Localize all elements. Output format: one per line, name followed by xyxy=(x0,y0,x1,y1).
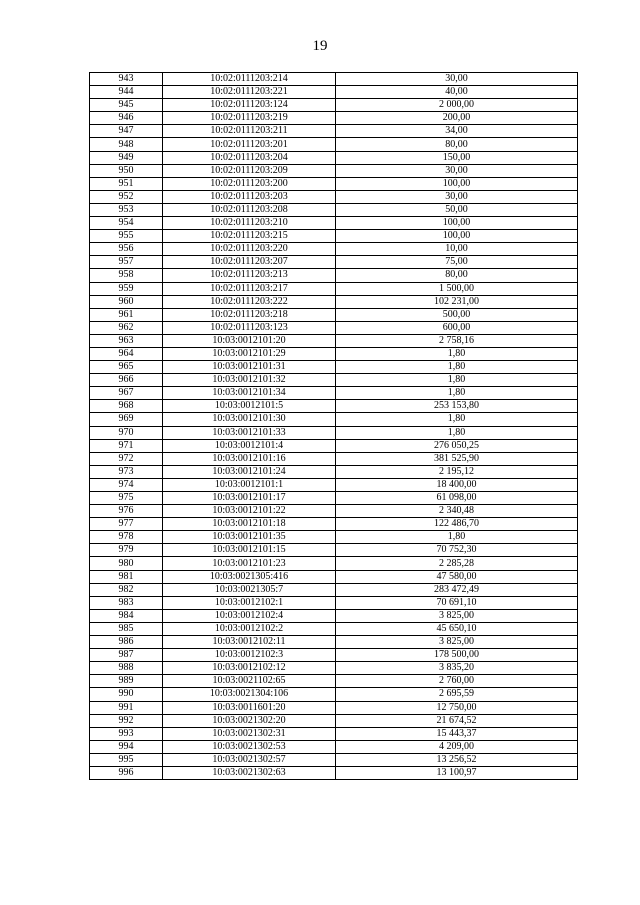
cadastral-number-cell: 10:03:0012102:1 xyxy=(163,596,336,609)
value-cell: 15 443,37 xyxy=(336,727,578,740)
table-row xyxy=(90,334,578,347)
value-cell: 1,80 xyxy=(336,374,578,387)
row-number-cell: 948 xyxy=(90,138,163,151)
table-row xyxy=(90,465,578,478)
row-number-cell: 986 xyxy=(90,636,163,649)
row-number-cell: 951 xyxy=(90,177,163,190)
table-row xyxy=(90,675,578,688)
value-cell: 2 758,16 xyxy=(336,334,578,347)
row-number-cell: 979 xyxy=(90,544,163,557)
cadastral-number-cell: 10:03:0021102:65 xyxy=(163,675,336,688)
table-row xyxy=(90,73,578,86)
value-cell: 283 472,49 xyxy=(336,583,578,596)
cadastral-number-cell: 10:03:0012101:22 xyxy=(163,505,336,518)
row-number-cell: 947 xyxy=(90,125,163,138)
row-number-cell: 971 xyxy=(90,439,163,452)
row-number-cell: 989 xyxy=(90,675,163,688)
value-cell: 3 835,20 xyxy=(336,662,578,675)
value-cell: 18 400,00 xyxy=(336,478,578,491)
cadastral-number-cell: 10:03:0012101:17 xyxy=(163,492,336,505)
table-row xyxy=(90,282,578,295)
cadastral-number-cell: 10:03:0012101:29 xyxy=(163,347,336,360)
row-number-cell: 955 xyxy=(90,230,163,243)
row-number-cell: 962 xyxy=(90,321,163,334)
row-number-cell: 996 xyxy=(90,766,163,779)
value-cell: 2 760,00 xyxy=(336,675,578,688)
cadastral-number-cell: 10:03:0012102:3 xyxy=(163,649,336,662)
table-row xyxy=(90,138,578,151)
cadastral-number-cell: 10:02:0111203:211 xyxy=(163,125,336,138)
value-cell: 50,00 xyxy=(336,203,578,216)
table-row xyxy=(90,727,578,740)
value-cell: 70 691,10 xyxy=(336,596,578,609)
cadastral-number-cell: 10:02:0111203:218 xyxy=(163,308,336,321)
table-row xyxy=(90,426,578,439)
table-row xyxy=(90,505,578,518)
table-row xyxy=(90,321,578,334)
cadastral-number-cell: 10:02:0111203:207 xyxy=(163,256,336,269)
value-cell: 200,00 xyxy=(336,112,578,125)
cadastral-number-cell: 10:03:0012101:24 xyxy=(163,465,336,478)
value-cell: 1 500,00 xyxy=(336,282,578,295)
row-number-cell: 995 xyxy=(90,753,163,766)
cadastral-number-cell: 10:03:0012101:15 xyxy=(163,544,336,557)
value-cell: 1,80 xyxy=(336,347,578,360)
cadastral-number-cell: 10:02:0111203:220 xyxy=(163,243,336,256)
row-number-cell: 993 xyxy=(90,727,163,740)
table-row xyxy=(90,203,578,216)
table-row xyxy=(90,112,578,125)
cadastral-number-cell: 10:02:0111203:215 xyxy=(163,230,336,243)
table-row xyxy=(90,544,578,557)
value-cell: 1,80 xyxy=(336,413,578,426)
cadastral-number-cell: 10:03:0021302:63 xyxy=(163,766,336,779)
value-cell: 70 752,30 xyxy=(336,544,578,557)
row-number-cell: 981 xyxy=(90,570,163,583)
value-cell: 2 000,00 xyxy=(336,99,578,112)
table-row xyxy=(90,230,578,243)
value-cell: 253 153,80 xyxy=(336,400,578,413)
cadastral-number-cell: 10:03:0021302:31 xyxy=(163,727,336,740)
value-cell: 2 695,59 xyxy=(336,688,578,701)
cadastral-number-cell: 10:03:0012101:31 xyxy=(163,361,336,374)
cadastral-number-cell: 10:02:0111203:123 xyxy=(163,321,336,334)
cadastral-number-cell: 10:03:0012101:32 xyxy=(163,374,336,387)
row-number-cell: 964 xyxy=(90,347,163,360)
table-row xyxy=(90,688,578,701)
cadastral-value-table xyxy=(89,72,578,780)
value-cell: 500,00 xyxy=(336,308,578,321)
cadastral-number-cell: 10:03:0021305:416 xyxy=(163,570,336,583)
cadastral-number-cell: 10:02:0111203:203 xyxy=(163,190,336,203)
value-cell: 30,00 xyxy=(336,190,578,203)
table-row xyxy=(90,753,578,766)
table-row xyxy=(90,531,578,544)
cadastral-number-cell: 10:03:0012102:4 xyxy=(163,609,336,622)
table-row xyxy=(90,596,578,609)
cadastral-number-cell: 10:02:0111203:214 xyxy=(163,73,336,86)
value-cell: 12 750,00 xyxy=(336,701,578,714)
value-cell: 2 285,28 xyxy=(336,557,578,570)
value-cell: 1,80 xyxy=(336,387,578,400)
value-cell: 30,00 xyxy=(336,73,578,86)
cadastral-number-cell: 10:02:0111203:200 xyxy=(163,177,336,190)
table-row xyxy=(90,269,578,282)
row-number-cell: 950 xyxy=(90,164,163,177)
table-row xyxy=(90,374,578,387)
table-row xyxy=(90,125,578,138)
value-cell: 1,80 xyxy=(336,531,578,544)
cadastral-number-cell: 10:03:0021302:57 xyxy=(163,753,336,766)
table-row xyxy=(90,361,578,374)
row-number-cell: 952 xyxy=(90,190,163,203)
cadastral-number-cell: 10:02:0111203:124 xyxy=(163,99,336,112)
row-number-cell: 943 xyxy=(90,73,163,86)
row-number-cell: 946 xyxy=(90,112,163,125)
table-row xyxy=(90,662,578,675)
table-row xyxy=(90,177,578,190)
table-row xyxy=(90,714,578,727)
value-cell: 47 580,00 xyxy=(336,570,578,583)
cadastral-number-cell: 10:03:0012101:18 xyxy=(163,518,336,531)
table-row xyxy=(90,557,578,570)
value-cell: 2 340,48 xyxy=(336,505,578,518)
row-number-cell: 958 xyxy=(90,269,163,282)
cadastral-number-cell: 10:03:0012102:12 xyxy=(163,662,336,675)
value-cell: 21 674,52 xyxy=(336,714,578,727)
cadastral-number-cell: 10:03:0012102:2 xyxy=(163,622,336,635)
value-cell: 34,00 xyxy=(336,125,578,138)
value-cell: 3 825,00 xyxy=(336,636,578,649)
value-cell: 40,00 xyxy=(336,86,578,99)
table-row xyxy=(90,701,578,714)
row-number-cell: 960 xyxy=(90,295,163,308)
table-row xyxy=(90,164,578,177)
table-row xyxy=(90,190,578,203)
row-number-cell: 967 xyxy=(90,387,163,400)
table-row xyxy=(90,766,578,779)
table-row xyxy=(90,151,578,164)
cadastral-number-cell: 10:03:0012101:16 xyxy=(163,452,336,465)
table-row xyxy=(90,413,578,426)
cadastral-number-cell: 10:03:0012102:11 xyxy=(163,636,336,649)
table-row xyxy=(90,622,578,635)
cadastral-number-cell: 10:02:0111203:219 xyxy=(163,112,336,125)
value-cell: 3 825,00 xyxy=(336,609,578,622)
cadastral-number-cell: 10:02:0111203:217 xyxy=(163,282,336,295)
row-number-cell: 994 xyxy=(90,740,163,753)
value-cell: 80,00 xyxy=(336,269,578,282)
row-number-cell: 988 xyxy=(90,662,163,675)
cadastral-number-cell: 10:03:0012101:34 xyxy=(163,387,336,400)
table-row xyxy=(90,308,578,321)
cadastral-number-cell: 10:02:0111203:222 xyxy=(163,295,336,308)
value-cell: 61 098,00 xyxy=(336,492,578,505)
row-number-cell: 985 xyxy=(90,622,163,635)
row-number-cell: 984 xyxy=(90,609,163,622)
row-number-cell: 990 xyxy=(90,688,163,701)
value-cell: 13 100,97 xyxy=(336,766,578,779)
cadastral-number-cell: 10:02:0111203:213 xyxy=(163,269,336,282)
row-number-cell: 961 xyxy=(90,308,163,321)
table-row xyxy=(90,86,578,99)
row-number-cell: 978 xyxy=(90,531,163,544)
row-number-cell: 945 xyxy=(90,99,163,112)
table-row xyxy=(90,243,578,256)
row-number-cell: 956 xyxy=(90,243,163,256)
table-body xyxy=(90,73,578,780)
value-cell: 45 650,10 xyxy=(336,622,578,635)
row-number-cell: 965 xyxy=(90,361,163,374)
row-number-cell: 991 xyxy=(90,701,163,714)
value-cell: 30,00 xyxy=(336,164,578,177)
table-row xyxy=(90,99,578,112)
row-number-cell: 959 xyxy=(90,282,163,295)
row-number-cell: 968 xyxy=(90,400,163,413)
value-cell: 276 050,25 xyxy=(336,439,578,452)
table-row xyxy=(90,452,578,465)
value-cell: 13 256,52 xyxy=(336,753,578,766)
cadastral-number-cell: 10:03:0012101:30 xyxy=(163,413,336,426)
cadastral-number-cell: 10:02:0111203:221 xyxy=(163,86,336,99)
cadastral-number-cell: 10:02:0111203:204 xyxy=(163,151,336,164)
cadastral-number-cell: 10:02:0111203:208 xyxy=(163,203,336,216)
row-number-cell: 980 xyxy=(90,557,163,570)
value-cell: 10,00 xyxy=(336,243,578,256)
cadastral-number-cell: 10:03:0021302:53 xyxy=(163,740,336,753)
cadastral-number-cell: 10:03:0021305:7 xyxy=(163,583,336,596)
row-number-cell: 957 xyxy=(90,256,163,269)
table-row xyxy=(90,570,578,583)
cadastral-number-cell: 10:03:0021302:20 xyxy=(163,714,336,727)
value-cell: 2 195,12 xyxy=(336,465,578,478)
table-row xyxy=(90,347,578,360)
cadastral-number-cell: 10:03:0011601:20 xyxy=(163,701,336,714)
table-row xyxy=(90,649,578,662)
row-number-cell: 976 xyxy=(90,505,163,518)
cadastral-number-cell: 10:03:0012101:5 xyxy=(163,400,336,413)
row-number-cell: 969 xyxy=(90,413,163,426)
table-row xyxy=(90,295,578,308)
table-row xyxy=(90,256,578,269)
cadastral-number-cell: 10:02:0111203:210 xyxy=(163,217,336,230)
cadastral-number-cell: 10:03:0012101:20 xyxy=(163,334,336,347)
row-number-cell: 975 xyxy=(90,492,163,505)
table-row xyxy=(90,387,578,400)
cadastral-number-cell: 10:03:0012101:35 xyxy=(163,531,336,544)
value-cell: 100,00 xyxy=(336,230,578,243)
table-row xyxy=(90,740,578,753)
table-row xyxy=(90,518,578,531)
row-number-cell: 944 xyxy=(90,86,163,99)
cadastral-number-cell: 10:03:0012101:23 xyxy=(163,557,336,570)
table-row xyxy=(90,583,578,596)
cadastral-number-cell: 10:02:0111203:209 xyxy=(163,164,336,177)
value-cell: 381 525,90 xyxy=(336,452,578,465)
value-cell: 80,00 xyxy=(336,138,578,151)
value-cell: 4 209,00 xyxy=(336,740,578,753)
cadastral-number-cell: 10:03:0012101:1 xyxy=(163,478,336,491)
row-number-cell: 953 xyxy=(90,203,163,216)
row-number-cell: 963 xyxy=(90,334,163,347)
row-number-cell: 987 xyxy=(90,649,163,662)
value-cell: 150,00 xyxy=(336,151,578,164)
value-cell: 100,00 xyxy=(336,177,578,190)
row-number-cell: 972 xyxy=(90,452,163,465)
value-cell: 1,80 xyxy=(336,426,578,439)
cadastral-number-cell: 10:03:0012101:4 xyxy=(163,439,336,452)
row-number-cell: 982 xyxy=(90,583,163,596)
row-number-cell: 966 xyxy=(90,374,163,387)
row-number-cell: 983 xyxy=(90,596,163,609)
value-cell: 1,80 xyxy=(336,361,578,374)
row-number-cell: 949 xyxy=(90,151,163,164)
table-row xyxy=(90,609,578,622)
table-row xyxy=(90,478,578,491)
table-row xyxy=(90,400,578,413)
table-row xyxy=(90,492,578,505)
row-number-cell: 970 xyxy=(90,426,163,439)
cadastral-number-cell: 10:03:0021304:106 xyxy=(163,688,336,701)
row-number-cell: 954 xyxy=(90,217,163,230)
table-row xyxy=(90,439,578,452)
value-cell: 100,00 xyxy=(336,217,578,230)
value-cell: 178 500,00 xyxy=(336,649,578,662)
row-number-cell: 973 xyxy=(90,465,163,478)
table-row xyxy=(90,217,578,230)
row-number-cell: 974 xyxy=(90,478,163,491)
cadastral-number-cell: 10:02:0111203:201 xyxy=(163,138,336,151)
value-cell: 122 486,70 xyxy=(336,518,578,531)
table-row xyxy=(90,636,578,649)
cadastral-number-cell: 10:03:0012101:33 xyxy=(163,426,336,439)
row-number-cell: 977 xyxy=(90,518,163,531)
row-number-cell: 992 xyxy=(90,714,163,727)
value-cell: 75,00 xyxy=(336,256,578,269)
page-number: 19 xyxy=(312,38,328,54)
value-cell: 600,00 xyxy=(336,321,578,334)
value-cell: 102 231,00 xyxy=(336,295,578,308)
